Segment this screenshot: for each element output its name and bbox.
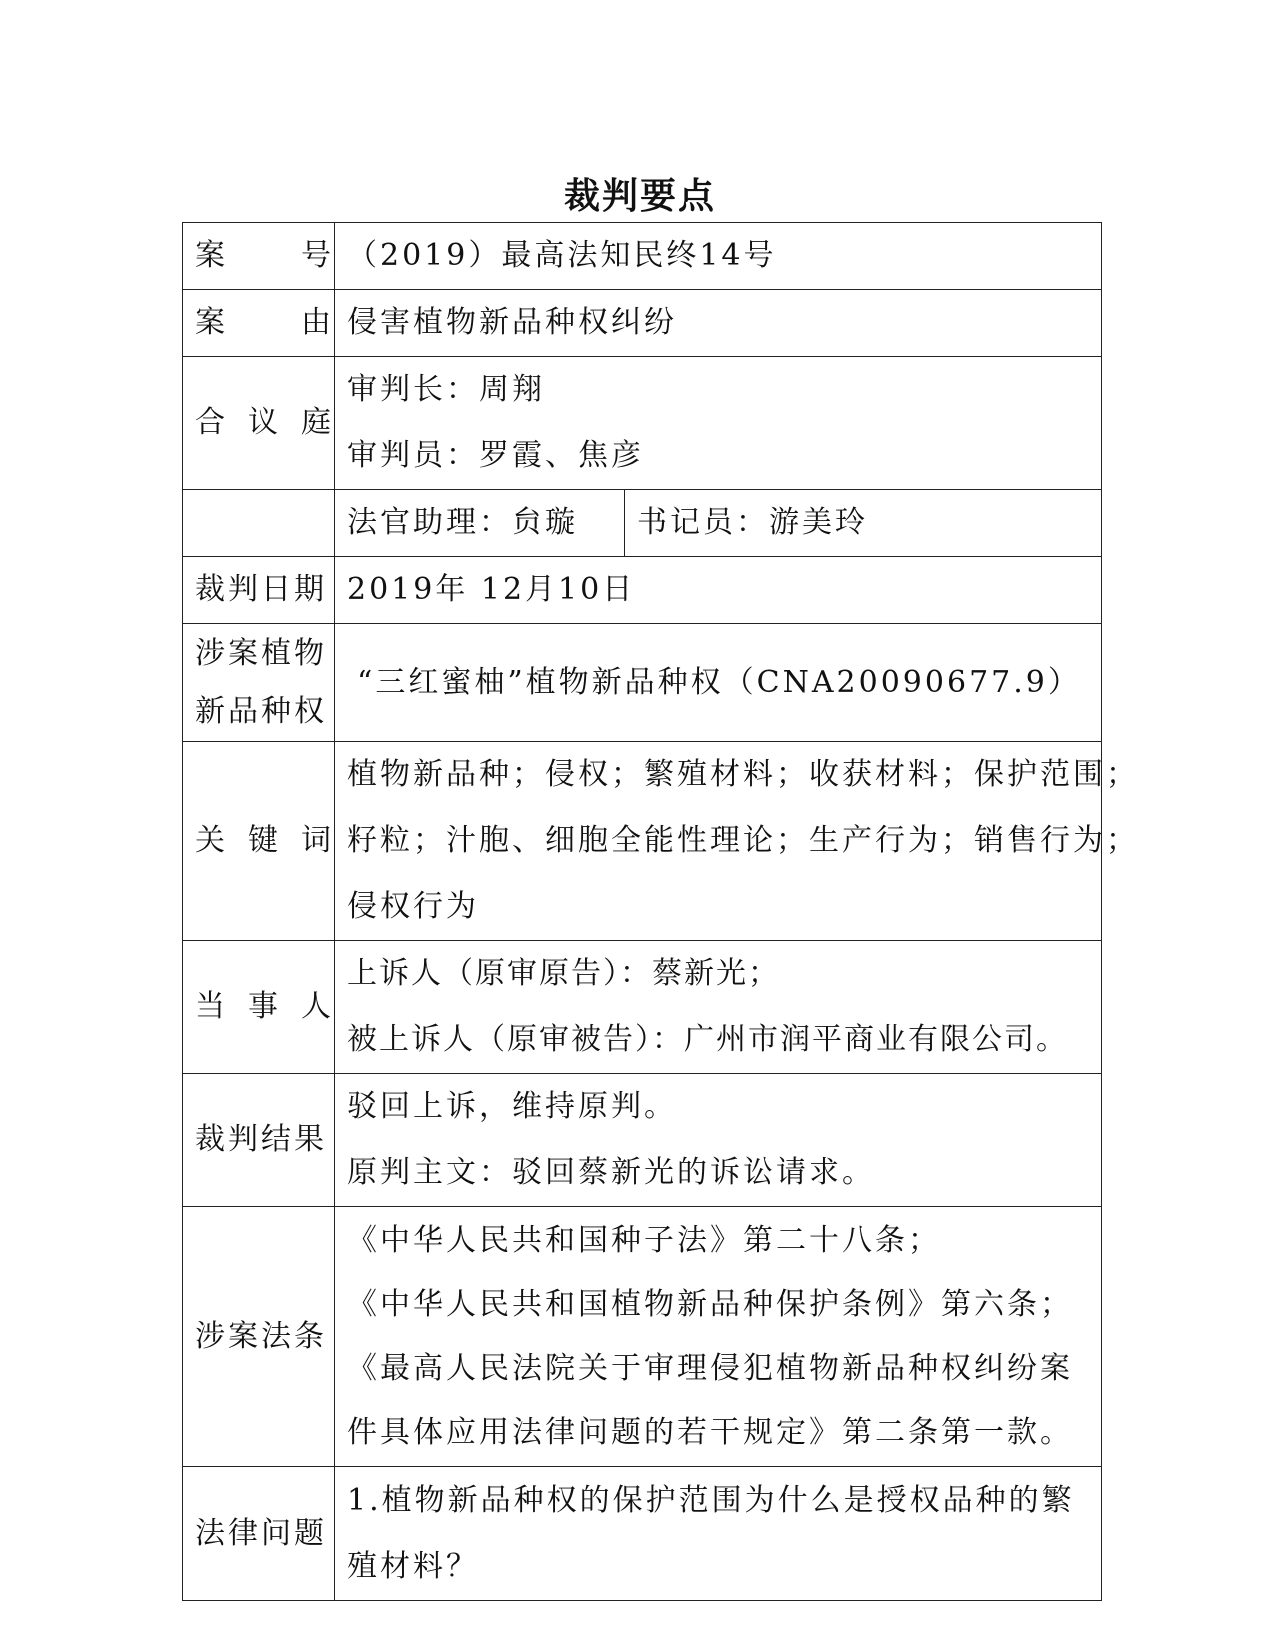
label-empty <box>183 490 335 557</box>
presiding-judge: 审判长：周翔 <box>347 372 545 407</box>
label-date: 裁判日期 <box>183 557 335 624</box>
label-parties: 当事人 <box>183 941 335 1074</box>
row-laws <box>183 1207 1102 1467</box>
label-variety-line2: 新品种权 <box>195 693 327 729</box>
court-clerk: 书记员：游美玲 <box>625 490 1102 557</box>
label-case-number: 案号 <box>183 223 335 290</box>
label-panel: 合议庭 <box>183 357 335 490</box>
case-summary-table <box>182 222 1139 1601</box>
value-cause: 侵害植物新品种权纠纷 <box>335 290 1102 357</box>
issue-line: 1.植物新品种权的保护范围为什么是授权品种的繁 <box>347 1482 1075 1518</box>
row-parties <box>183 941 1102 1074</box>
row-case-number <box>183 223 1102 290</box>
law-line: 《中华人民共和国种子法》第二十八条； <box>347 1222 941 1258</box>
row-keywords <box>183 742 1102 941</box>
keywords-line: 侵权行为 <box>347 889 479 924</box>
row-variety <box>183 624 1102 742</box>
row-date <box>183 557 1102 624</box>
value-date: 2019年 12月10日 <box>335 557 1102 624</box>
value-variety: “三红蜜柚”植物新品种权（CNA20090677.9） <box>335 624 1102 742</box>
value-case-number: （2019）最高法知民终14号 <box>335 223 1102 290</box>
value-issues <box>335 1467 1102 1601</box>
row-result <box>183 1074 1102 1207</box>
label-variety <box>183 624 335 742</box>
label-result: 裁判结果 <box>183 1074 335 1207</box>
value-panel <box>335 357 1102 490</box>
value-keywords <box>335 742 1139 941</box>
law-line: 《最高人民法院关于审理侵犯植物新品种权纠纷案 <box>347 1350 1073 1386</box>
judges: 审判员：罗霞、焦彦 <box>347 438 644 473</box>
label-issues: 法律问题 <box>183 1467 335 1601</box>
law-line: 件具体应用法律问题的若干规定》第二条第一款。 <box>347 1414 1073 1450</box>
result-line: 原判主文：驳回蔡新光的诉讼请求。 <box>347 1155 875 1190</box>
row-cause <box>183 290 1102 357</box>
appellee: 被上诉人（原审被告）：广州市润平商业有限公司。 <box>347 1022 1068 1057</box>
label-variety-line1: 涉案植物 <box>195 635 327 671</box>
value-parties <box>335 941 1102 1074</box>
row-panel <box>183 357 1102 490</box>
row-assistants <box>183 490 1102 557</box>
value-laws <box>335 1207 1102 1467</box>
label-keywords: 关键词 <box>183 742 335 941</box>
appellant: 上诉人（原审原告）：蔡新光； <box>347 956 780 991</box>
row-issues <box>183 1467 1102 1601</box>
issue-line: 殖材料？ <box>347 1548 479 1584</box>
keywords-line: 植物新品种；侵权；繁殖材料；收获材料；保护范围； <box>347 757 1139 792</box>
label-laws: 涉案法条 <box>183 1207 335 1467</box>
keywords-line: 籽粒；汁胞、细胞全能性理论；生产行为；销售行为； <box>347 823 1139 858</box>
label-cause: 案由 <box>183 290 335 357</box>
judge-assistant: 法官助理：贠璇 <box>335 490 625 557</box>
law-line: 《中华人民共和国植物新品种保护条例》第六条； <box>347 1286 1073 1322</box>
result-line: 驳回上诉，维持原判。 <box>347 1089 677 1124</box>
value-result <box>335 1074 1102 1207</box>
document-title: 裁判要点 <box>563 175 716 217</box>
